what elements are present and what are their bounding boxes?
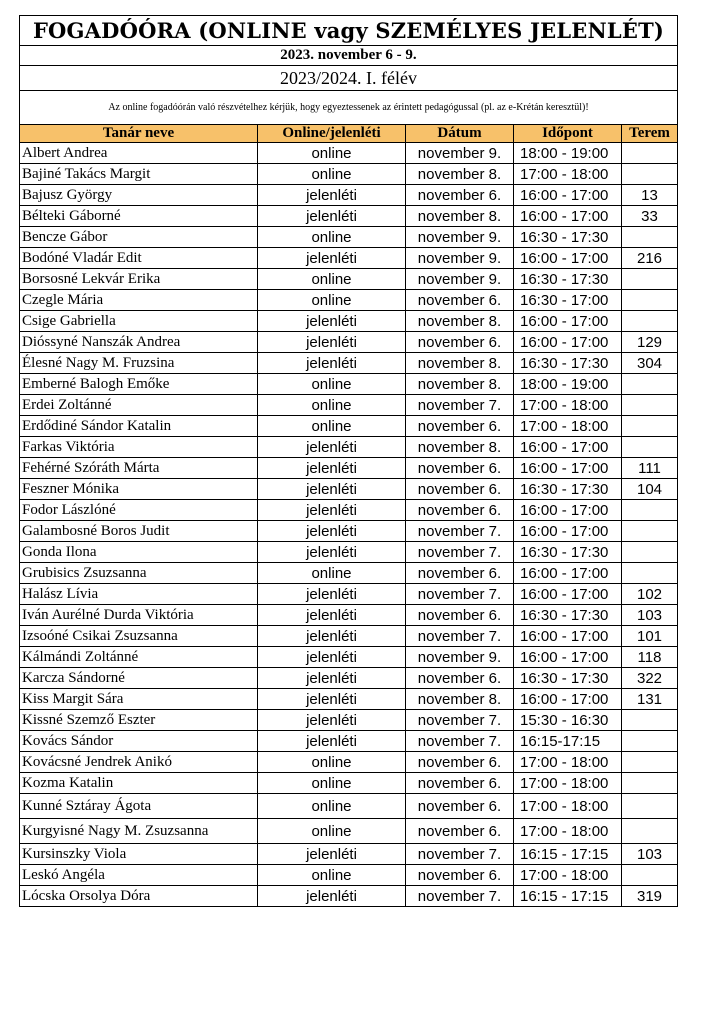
teacher-name: Lócska Orsolya Dóra xyxy=(20,886,258,907)
teacher-name: Halász Lívia xyxy=(20,584,258,605)
consultation-time: 16:30 - 17:30 xyxy=(514,227,622,248)
attendance-mode: jelenléti xyxy=(258,647,406,668)
table-row xyxy=(20,542,678,563)
table-body xyxy=(20,143,678,907)
attendance-mode: jelenléti xyxy=(258,542,406,563)
attendance-mode: jelenléti xyxy=(258,521,406,542)
room-number: 33 xyxy=(622,206,678,227)
attendance-mode: jelenléti xyxy=(258,479,406,500)
consultation-time: 16:00 - 17:00 xyxy=(514,563,622,584)
table-row xyxy=(20,773,678,794)
room-number xyxy=(622,437,678,458)
consultation-time: 16:00 - 17:00 xyxy=(514,500,622,521)
consultation-time: 17:00 - 18:00 xyxy=(514,819,622,844)
room-number xyxy=(622,773,678,794)
consultation-date: november 6. xyxy=(406,563,514,584)
room-number xyxy=(622,731,678,752)
online-note: Az online fogadóórán való részvételhez kérjük, hogy egyeztessenek az érintett pedagógussal (pl. az e-Krétán keresztül)! xyxy=(20,91,678,125)
consultation-date: november 6. xyxy=(406,332,514,353)
col-header-mode: Online/jelenléti xyxy=(258,125,406,143)
room-number xyxy=(622,164,678,185)
attendance-mode: online xyxy=(258,395,406,416)
consultation-date: november 7. xyxy=(406,844,514,865)
table-row xyxy=(20,710,678,731)
table-row xyxy=(20,844,678,865)
consultation-date: november 7. xyxy=(406,626,514,647)
term-row xyxy=(20,66,678,91)
attendance-mode: jelenléti xyxy=(258,689,406,710)
note-row xyxy=(20,91,678,125)
room-number: 103 xyxy=(622,605,678,626)
column-header-row xyxy=(20,125,678,143)
teacher-name: Bélteki Gáborné xyxy=(20,206,258,227)
table-row xyxy=(20,332,678,353)
consultation-date: november 8. xyxy=(406,311,514,332)
teacher-name: Bencze Gábor xyxy=(20,227,258,248)
room-number xyxy=(622,819,678,844)
table-row xyxy=(20,290,678,311)
consultation-date: november 7. xyxy=(406,395,514,416)
consultation-date: november 7. xyxy=(406,584,514,605)
consultation-time: 16:00 - 17:00 xyxy=(514,584,622,605)
attendance-mode: jelenléti xyxy=(258,437,406,458)
teacher-name: Kovácsné Jendrek Anikó xyxy=(20,752,258,773)
room-number xyxy=(622,395,678,416)
table-row xyxy=(20,819,678,844)
attendance-mode: jelenléti xyxy=(258,844,406,865)
consultation-time: 17:00 - 18:00 xyxy=(514,416,622,437)
room-number xyxy=(622,143,678,164)
teacher-name: Dióssyné Nanszák Andrea xyxy=(20,332,258,353)
consultation-date: november 7. xyxy=(406,886,514,907)
table-row xyxy=(20,626,678,647)
consultation-time: 16:00 - 17:00 xyxy=(514,332,622,353)
teacher-name: Bajiné Takács Margit xyxy=(20,164,258,185)
attendance-mode: online xyxy=(258,563,406,584)
consultation-date: november 8. xyxy=(406,353,514,374)
attendance-mode: online xyxy=(258,865,406,886)
consultation-date: november 7. xyxy=(406,521,514,542)
room-number: 101 xyxy=(622,626,678,647)
teacher-name: Galambosné Boros Judit xyxy=(20,521,258,542)
col-header-time: Időpont xyxy=(514,125,622,143)
consultation-date: november 9. xyxy=(406,248,514,269)
room-number xyxy=(622,500,678,521)
consultation-time: 16:30 - 17:30 xyxy=(514,269,622,290)
consultation-date: november 9. xyxy=(406,269,514,290)
table-row xyxy=(20,458,678,479)
consultation-time: 16:15-17:15 xyxy=(514,731,622,752)
room-number xyxy=(622,269,678,290)
teacher-name: Fehérné Szóráth Márta xyxy=(20,458,258,479)
title-row xyxy=(20,16,678,46)
consultation-date: november 9. xyxy=(406,227,514,248)
room-number: 104 xyxy=(622,479,678,500)
room-number xyxy=(622,290,678,311)
attendance-mode: jelenléti xyxy=(258,626,406,647)
attendance-mode: online xyxy=(258,819,406,844)
consultation-date: november 8. xyxy=(406,374,514,395)
room-number xyxy=(622,227,678,248)
attendance-mode: jelenléti xyxy=(258,458,406,479)
room-number: 304 xyxy=(622,353,678,374)
consultation-date: november 6. xyxy=(406,668,514,689)
consultation-date: november 6. xyxy=(406,605,514,626)
room-number: 322 xyxy=(622,668,678,689)
consultation-date: november 6. xyxy=(406,185,514,206)
consultation-date: november 6. xyxy=(406,752,514,773)
room-number: 13 xyxy=(622,185,678,206)
consultation-time: 17:00 - 18:00 xyxy=(514,395,622,416)
table-row xyxy=(20,689,678,710)
teacher-name: Farkas Viktória xyxy=(20,437,258,458)
teacher-name: Izsoóné Csikai Zsuzsanna xyxy=(20,626,258,647)
room-number: 111 xyxy=(622,458,678,479)
date-range-row xyxy=(20,46,678,66)
room-number: 118 xyxy=(622,647,678,668)
consultation-time: 16:30 - 17:30 xyxy=(514,668,622,689)
consultation-time: 16:15 - 17:15 xyxy=(514,844,622,865)
col-header-date: Dátum xyxy=(406,125,514,143)
consultation-date: november 6. xyxy=(406,416,514,437)
col-header-teacher: Tanár neve xyxy=(20,125,258,143)
attendance-mode: jelenléti xyxy=(258,668,406,689)
teacher-name: Fodor Lászlóné xyxy=(20,500,258,521)
table-row xyxy=(20,521,678,542)
consultation-date: november 7. xyxy=(406,542,514,563)
table-row xyxy=(20,605,678,626)
teacher-name: Kissné Szemző Eszter xyxy=(20,710,258,731)
table-row xyxy=(20,865,678,886)
teacher-name: Bodóné Vladár Edit xyxy=(20,248,258,269)
consultation-time: 16:30 - 17:30 xyxy=(514,605,622,626)
consultation-time: 16:30 - 17:30 xyxy=(514,353,622,374)
attendance-mode: jelenléti xyxy=(258,584,406,605)
room-number xyxy=(622,865,678,886)
consultation-time: 17:00 - 18:00 xyxy=(514,752,622,773)
consultation-time: 16:00 - 17:00 xyxy=(514,626,622,647)
teacher-name: Albert Andrea xyxy=(20,143,258,164)
table-row xyxy=(20,395,678,416)
teacher-name: Kiss Margit Sára xyxy=(20,689,258,710)
consultation-date: november 9. xyxy=(406,647,514,668)
attendance-mode: jelenléti xyxy=(258,353,406,374)
attendance-mode: jelenléti xyxy=(258,731,406,752)
table-row xyxy=(20,752,678,773)
table-row xyxy=(20,731,678,752)
room-number: 319 xyxy=(622,886,678,907)
teacher-name: Kunné Sztáray Ágota xyxy=(20,794,258,819)
teacher-name: Feszner Mónika xyxy=(20,479,258,500)
attendance-mode: jelenléti xyxy=(258,248,406,269)
consultation-date: november 6. xyxy=(406,819,514,844)
attendance-mode: online xyxy=(258,227,406,248)
room-number xyxy=(622,542,678,563)
room-number xyxy=(622,416,678,437)
attendance-mode: jelenléti xyxy=(258,185,406,206)
consultation-time: 17:00 - 18:00 xyxy=(514,773,622,794)
consultation-date: november 7. xyxy=(406,731,514,752)
teacher-name: Kálmándi Zoltánné xyxy=(20,647,258,668)
table-row xyxy=(20,269,678,290)
attendance-mode: online xyxy=(258,164,406,185)
consultation-date: november 6. xyxy=(406,479,514,500)
consultation-table xyxy=(19,15,678,907)
attendance-mode: jelenléti xyxy=(258,311,406,332)
consultation-time: 16:30 - 17:30 xyxy=(514,479,622,500)
table-row xyxy=(20,185,678,206)
teacher-name: Emberné Balogh Emőke xyxy=(20,374,258,395)
table-row xyxy=(20,227,678,248)
table-row xyxy=(20,437,678,458)
consultation-date: november 6. xyxy=(406,773,514,794)
consultation-date: november 6. xyxy=(406,865,514,886)
table-row xyxy=(20,794,678,819)
consultation-time: 17:00 - 18:00 xyxy=(514,164,622,185)
teacher-name: Kovács Sándor xyxy=(20,731,258,752)
table-row xyxy=(20,143,678,164)
room-number xyxy=(622,794,678,819)
consultation-time: 18:00 - 19:00 xyxy=(514,143,622,164)
teacher-name: Erdei Zoltánné xyxy=(20,395,258,416)
table-row xyxy=(20,500,678,521)
attendance-mode: jelenléti xyxy=(258,710,406,731)
consultation-time: 16:00 - 17:00 xyxy=(514,206,622,227)
consultation-date: november 6. xyxy=(406,290,514,311)
attendance-mode: online xyxy=(258,773,406,794)
consultation-time: 16:00 - 17:00 xyxy=(514,689,622,710)
teacher-name: Borsosné Lekvár Erika xyxy=(20,269,258,290)
consultation-time: 16:00 - 17:00 xyxy=(514,647,622,668)
table-row xyxy=(20,647,678,668)
table-row xyxy=(20,311,678,332)
attendance-mode: online xyxy=(258,269,406,290)
consultation-date: november 6. xyxy=(406,500,514,521)
consultation-time: 16:00 - 17:00 xyxy=(514,437,622,458)
consultation-date: november 8. xyxy=(406,437,514,458)
teacher-name: Iván Aurélné Durda Viktória xyxy=(20,605,258,626)
teacher-name: Kurgyisné Nagy M. Zsuzsanna xyxy=(20,819,258,844)
table-row xyxy=(20,248,678,269)
table-row xyxy=(20,164,678,185)
room-number xyxy=(622,563,678,584)
table-row xyxy=(20,886,678,907)
consultation-date: november 8. xyxy=(406,689,514,710)
attendance-mode: online xyxy=(258,794,406,819)
consultation-date: november 8. xyxy=(406,206,514,227)
table-row xyxy=(20,353,678,374)
consultation-date: november 6. xyxy=(406,458,514,479)
consultation-date: november 9. xyxy=(406,143,514,164)
table-row xyxy=(20,374,678,395)
attendance-mode: jelenléti xyxy=(258,605,406,626)
attendance-mode: online xyxy=(258,143,406,164)
attendance-mode: jelenléti xyxy=(258,886,406,907)
room-number: 131 xyxy=(622,689,678,710)
attendance-mode: online xyxy=(258,752,406,773)
table-row xyxy=(20,206,678,227)
table-row xyxy=(20,416,678,437)
attendance-mode: online xyxy=(258,290,406,311)
room-number: 129 xyxy=(622,332,678,353)
teacher-name: Kozma Katalin xyxy=(20,773,258,794)
room-number xyxy=(622,752,678,773)
col-header-room: Terem xyxy=(622,125,678,143)
room-number: 102 xyxy=(622,584,678,605)
room-number: 103 xyxy=(622,844,678,865)
teacher-name: Leskó Angéla xyxy=(20,865,258,886)
teacher-name: Czegle Mária xyxy=(20,290,258,311)
teacher-name: Bajusz György xyxy=(20,185,258,206)
teacher-name: Karcza Sándorné xyxy=(20,668,258,689)
school-term: 2023/2024. I. félév xyxy=(20,66,678,91)
consultation-time: 16:15 - 17:15 xyxy=(514,886,622,907)
consultation-time: 16:00 - 17:00 xyxy=(514,458,622,479)
table-row xyxy=(20,479,678,500)
attendance-mode: online xyxy=(258,374,406,395)
teacher-name: Csige Gabriella xyxy=(20,311,258,332)
room-number xyxy=(622,710,678,731)
room-number xyxy=(622,311,678,332)
room-number xyxy=(622,374,678,395)
table-row xyxy=(20,668,678,689)
attendance-mode: jelenléti xyxy=(258,206,406,227)
consultation-time: 16:00 - 17:00 xyxy=(514,311,622,332)
page-title: FOGADÓÓRA (ONLINE vagy SZEMÉLYES JELENLÉT) xyxy=(20,16,678,46)
consultation-time: 16:00 - 17:00 xyxy=(514,521,622,542)
teacher-name: Erdődiné Sándor Katalin xyxy=(20,416,258,437)
room-number xyxy=(622,521,678,542)
consultation-time: 15:30 - 16:30 xyxy=(514,710,622,731)
consultation-time: 18:00 - 19:00 xyxy=(514,374,622,395)
consultation-time: 17:00 - 18:00 xyxy=(514,794,622,819)
attendance-mode: jelenléti xyxy=(258,500,406,521)
teacher-name: Élesné Nagy M. Fruzsina xyxy=(20,353,258,374)
consultation-date: november 6. xyxy=(406,794,514,819)
room-number: 216 xyxy=(622,248,678,269)
table-row xyxy=(20,563,678,584)
teacher-name: Kursinszky Viola xyxy=(20,844,258,865)
consultation-time: 16:30 - 17:00 xyxy=(514,290,622,311)
teacher-name: Gonda Ilona xyxy=(20,542,258,563)
consultation-date: november 7. xyxy=(406,710,514,731)
attendance-mode: jelenléti xyxy=(258,332,406,353)
attendance-mode: online xyxy=(258,416,406,437)
consultation-time: 16:30 - 17:30 xyxy=(514,542,622,563)
table-row xyxy=(20,584,678,605)
consultation-time: 16:00 - 17:00 xyxy=(514,248,622,269)
consultation-date: november 8. xyxy=(406,164,514,185)
date-range: 2023. november 6 - 9. xyxy=(20,46,678,66)
consultation-time: 17:00 - 18:00 xyxy=(514,865,622,886)
consultation-time: 16:00 - 17:00 xyxy=(514,185,622,206)
teacher-name: Grubisics Zsuzsanna xyxy=(20,563,258,584)
